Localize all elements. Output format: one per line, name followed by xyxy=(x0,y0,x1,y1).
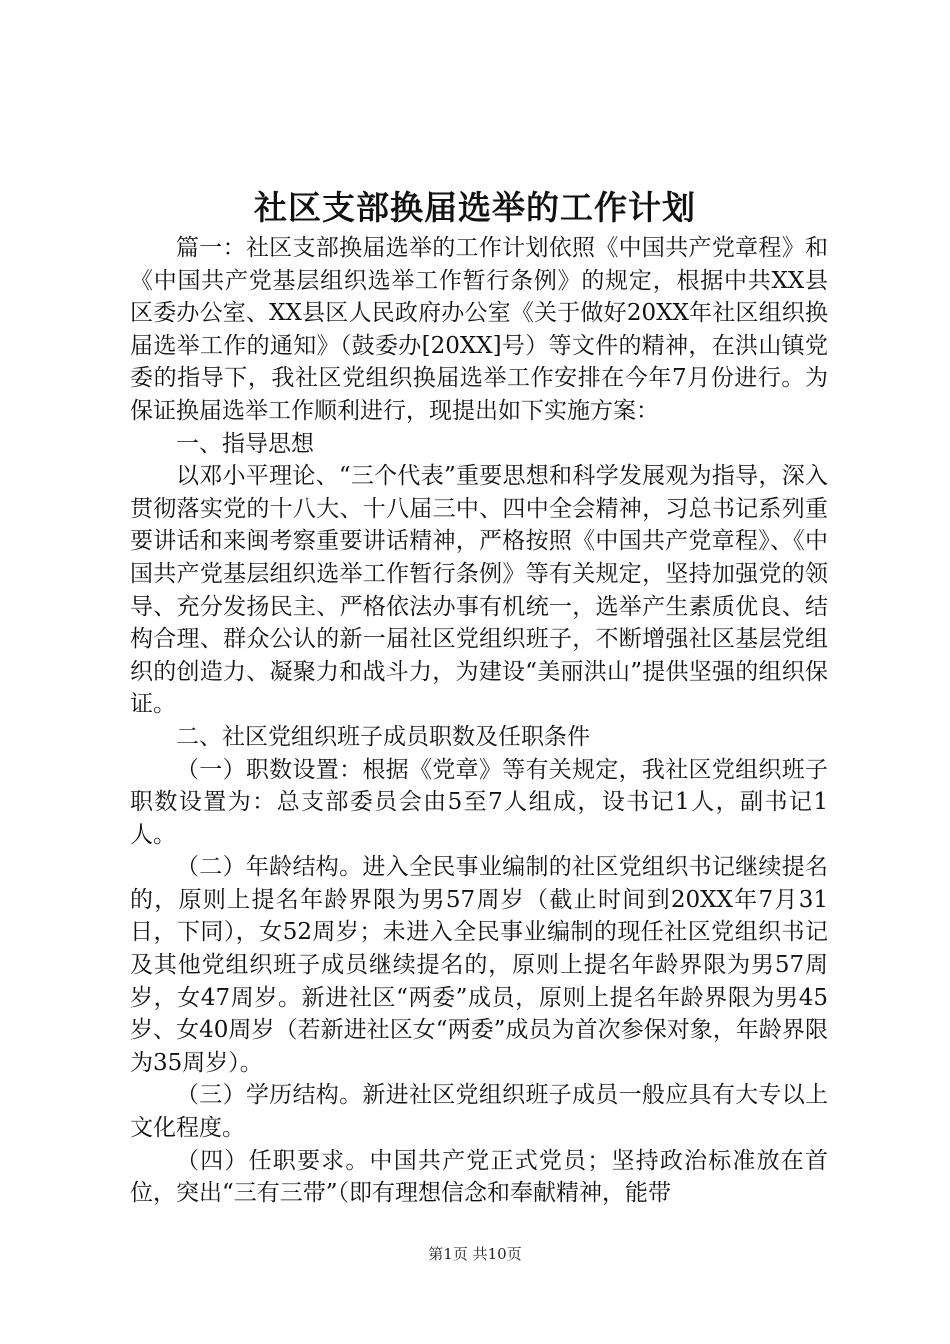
paragraph-intro: 篇一：社区支部换届选举的工作计划依照《中国共产党章程》和《中国共产党基层组织选举工作暂行条例》的规定，根据中共XX县区委办公室、XX县区人民政府办公室《关于做好20XX年社区组织换届选举工作的通知》（鼓委办[20XX]号）等文件的精神，在洪山镇党委的指导下，我社区党组织换届选举工作安排在今年7月份进行。为保证换届选举工作顺利进行，现提出如下实施方案： xyxy=(130,235,828,424)
paragraph-guiding-ideology: 以邓小平理论、“三个代表”重要思想和科学发展观为指导，深入贯彻落实党的十八大、十八届三中、四中全会精神，习总书记系列重要讲话和来闽考察重要讲话精神，严格按照《中国共产党章程》、《中国共产党基层组织选举工作暂行条例》等有关规定，坚持加强党的领导、充分发扬民主、严格依法办事有机统一，选举产生素质优良、结构合理、群众公认的新一届社区党组织班子，不断增强社区基层党组织的创造力、凝聚力和战斗力，为建设“美丽洪山”提供坚强的组织保证。 xyxy=(130,463,828,718)
document-title: 社区支部换届选举的工作计划 xyxy=(254,188,696,227)
section-heading-positions: 二、社区党组织班子成员职数及任职条件 xyxy=(176,723,590,750)
paragraph-position-count: （一）职数设置：根据《党章》等有关规定，我社区党组织班子职数设置为：总支部委员会由5至7人组成，设书记1人，副书记1人。 xyxy=(130,756,828,848)
paragraph-age-structure: （二）年龄结构。进入全民事业编制的社区党组织书记继续提名的，原则上提名年龄界限为男57周岁（截止时间到20XX年7月31日，下同），女52周岁；未进入全民事业编制的现任社区党组织书记及其他党组织班子成员继续提名的，原则上提名年龄界限为男57周岁，女47周岁。新进社区“两委”成员，原则上提名年龄界限为男45岁、女40周岁（若新进社区女“两委”成员为首次参保对象，年龄界限为35周岁）。 xyxy=(130,854,828,1076)
section-heading-guiding-ideology: 一、指导思想 xyxy=(176,430,314,457)
paragraph-education: （三）学历结构。新进社区党组织班子成员一般应具有大专以上文化程度。 xyxy=(130,1082,828,1142)
page-footer: 第1页 共10页 xyxy=(428,1245,522,1263)
paragraph-requirements: （四）任职要求。中国共产党正式党员；坚持政治标准放在首位，突出“三有三带”（即有理想信念和奉献精神，能带 xyxy=(130,1147,828,1207)
document-body xyxy=(130,232,828,1210)
